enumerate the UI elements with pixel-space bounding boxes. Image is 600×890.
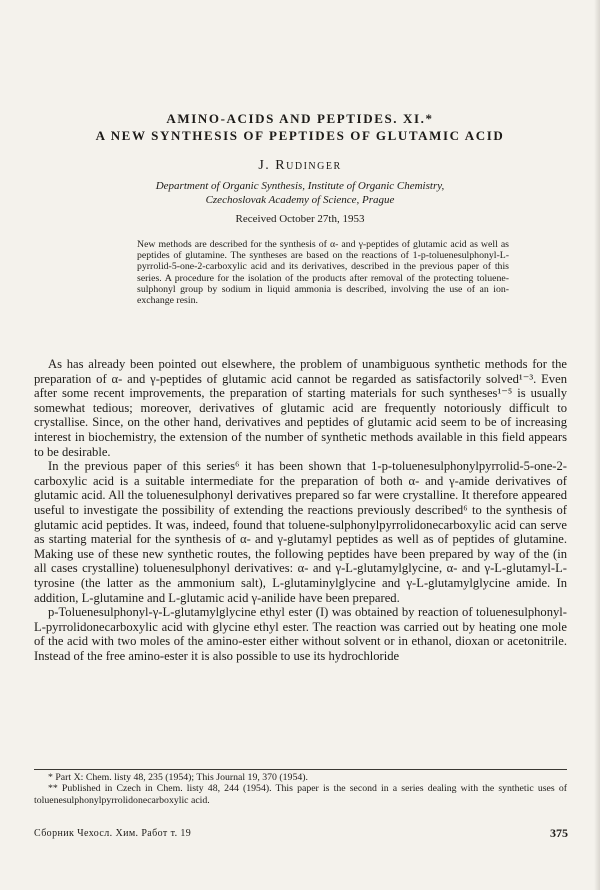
- page-number: 375: [550, 826, 568, 840]
- body-paragraph-2: In the previous paper of this series⁶ it has been shown that 1-p-toluenesulphonylpyrrolid-5-one-2-carboxylic acid is a suitable intermediate for the preparation of both α- and γ-amide derivatives of glutamic acid. All the toluenesulphonyl derivatives prepared so far were crystalline. It therefore appeared useful to investigate the possibility of extending the reactions previously described⁶ to the synthesis of glutamic acid peptides. It was, indeed, found that toluene-sulphonylpyrrolidonecarboxylic acid can serve as starting material for the synthesis of α- and γ-glutamyl peptides as well as of peptides of glutamine. Making use of these new synthetic routes, the following peptides have been prepared by way of the (in all cases crystalline) toluenesulphonyl derivatives: α- and γ-L-glutamylglycine, α- and γ-L-glutamyl-L-tyrosine (the latter as the ammonium salt), L-glutaminylglycine and γ-L-glutamylglycine amide. In addition, L-glutamine and L-glutamic acid γ-anilide have been prepared.: [34, 459, 567, 605]
- body-text: [34, 357, 567, 663]
- footnote-2: ** Published in Czech in Chem. listy 48, 244 (1954). This paper is the second in a series dealing with the synthetic uses of toluenesulphonylpyrrolidonecarboxylic acid.: [34, 783, 567, 806]
- footnote-divider: [34, 769, 567, 770]
- footnote-1: * Part X: Chem. listy 48, 235 (1954); This Journal 19, 370 (1954).: [48, 772, 308, 783]
- received-date: Received October 27th, 1953: [235, 213, 365, 225]
- article-title-line1: AMINO-ACIDS AND PEPTIDES. XI.*: [166, 111, 434, 126]
- body-paragraph-3: p-Toluenesulphonyl-γ-L-glutamylglycine ethyl ester (I) was obtained by reaction of toluenesulphonyl-L-pyrrolidonecarboxylic acid with glycine ethyl ester. The reaction was carried out by heating one mole of the acid with two moles of the amino-ester either without solvent or in ethanol, dioxan or acetonitrile. Instead of the free amino-ester it is also possible to use its hydrochloride: [34, 605, 567, 663]
- abstract: New methods are described for the synthesis of α- and γ-peptides of glutamic acid as well as peptides of glutamine. The syntheses are based on the reactions of 1-p-toluenesulphonyl-L-pyrrolid-5-one-2-carboxylic acid and its derivatives, described in the previous paper of this series. A procedure for the isolation of the products after removal of the protecting toluene-sulphonyl group by sodium in liquid ammonia is described, involving the use of an ion-exchange resin.: [137, 239, 509, 307]
- article-title-line2: A NEW SYNTHESIS OF PEPTIDES OF GLUTAMIC ACID: [95, 128, 505, 143]
- affiliation-line1: Department of Organic Synthesis, Institute of Organic Chemistry,: [155, 180, 445, 192]
- footnotes: [34, 772, 567, 806]
- author-name: J. Rudinger: [258, 158, 342, 173]
- journal-footer: Сборник Чехосл. Хим. Работ т. 19: [34, 828, 192, 839]
- page-edge-shadow: [594, 0, 600, 890]
- affiliation-line2: Czechoslovak Academy of Science, Prague: [205, 194, 395, 206]
- body-paragraph-1: As has already been pointed out elsewhere, the problem of unambiguous synthetic methods for the preparation of α- and γ-peptides of glutamic acid cannot be regarded as satisfactorily solved¹⁻³. Even after some recent improvements, the preparation of starting materials for such syntheses¹⁻⁵ is usually somewhat tedious; moreover, derivatives of glutamic acid are frequently notoriously difficult to crystallise. Since, on the other hand, derivatives and peptides of glutamic acid seem to be of increasing interest in biochemistry, the extension of the number of synthetic methods available in this field appears to be desirable.: [34, 357, 567, 459]
